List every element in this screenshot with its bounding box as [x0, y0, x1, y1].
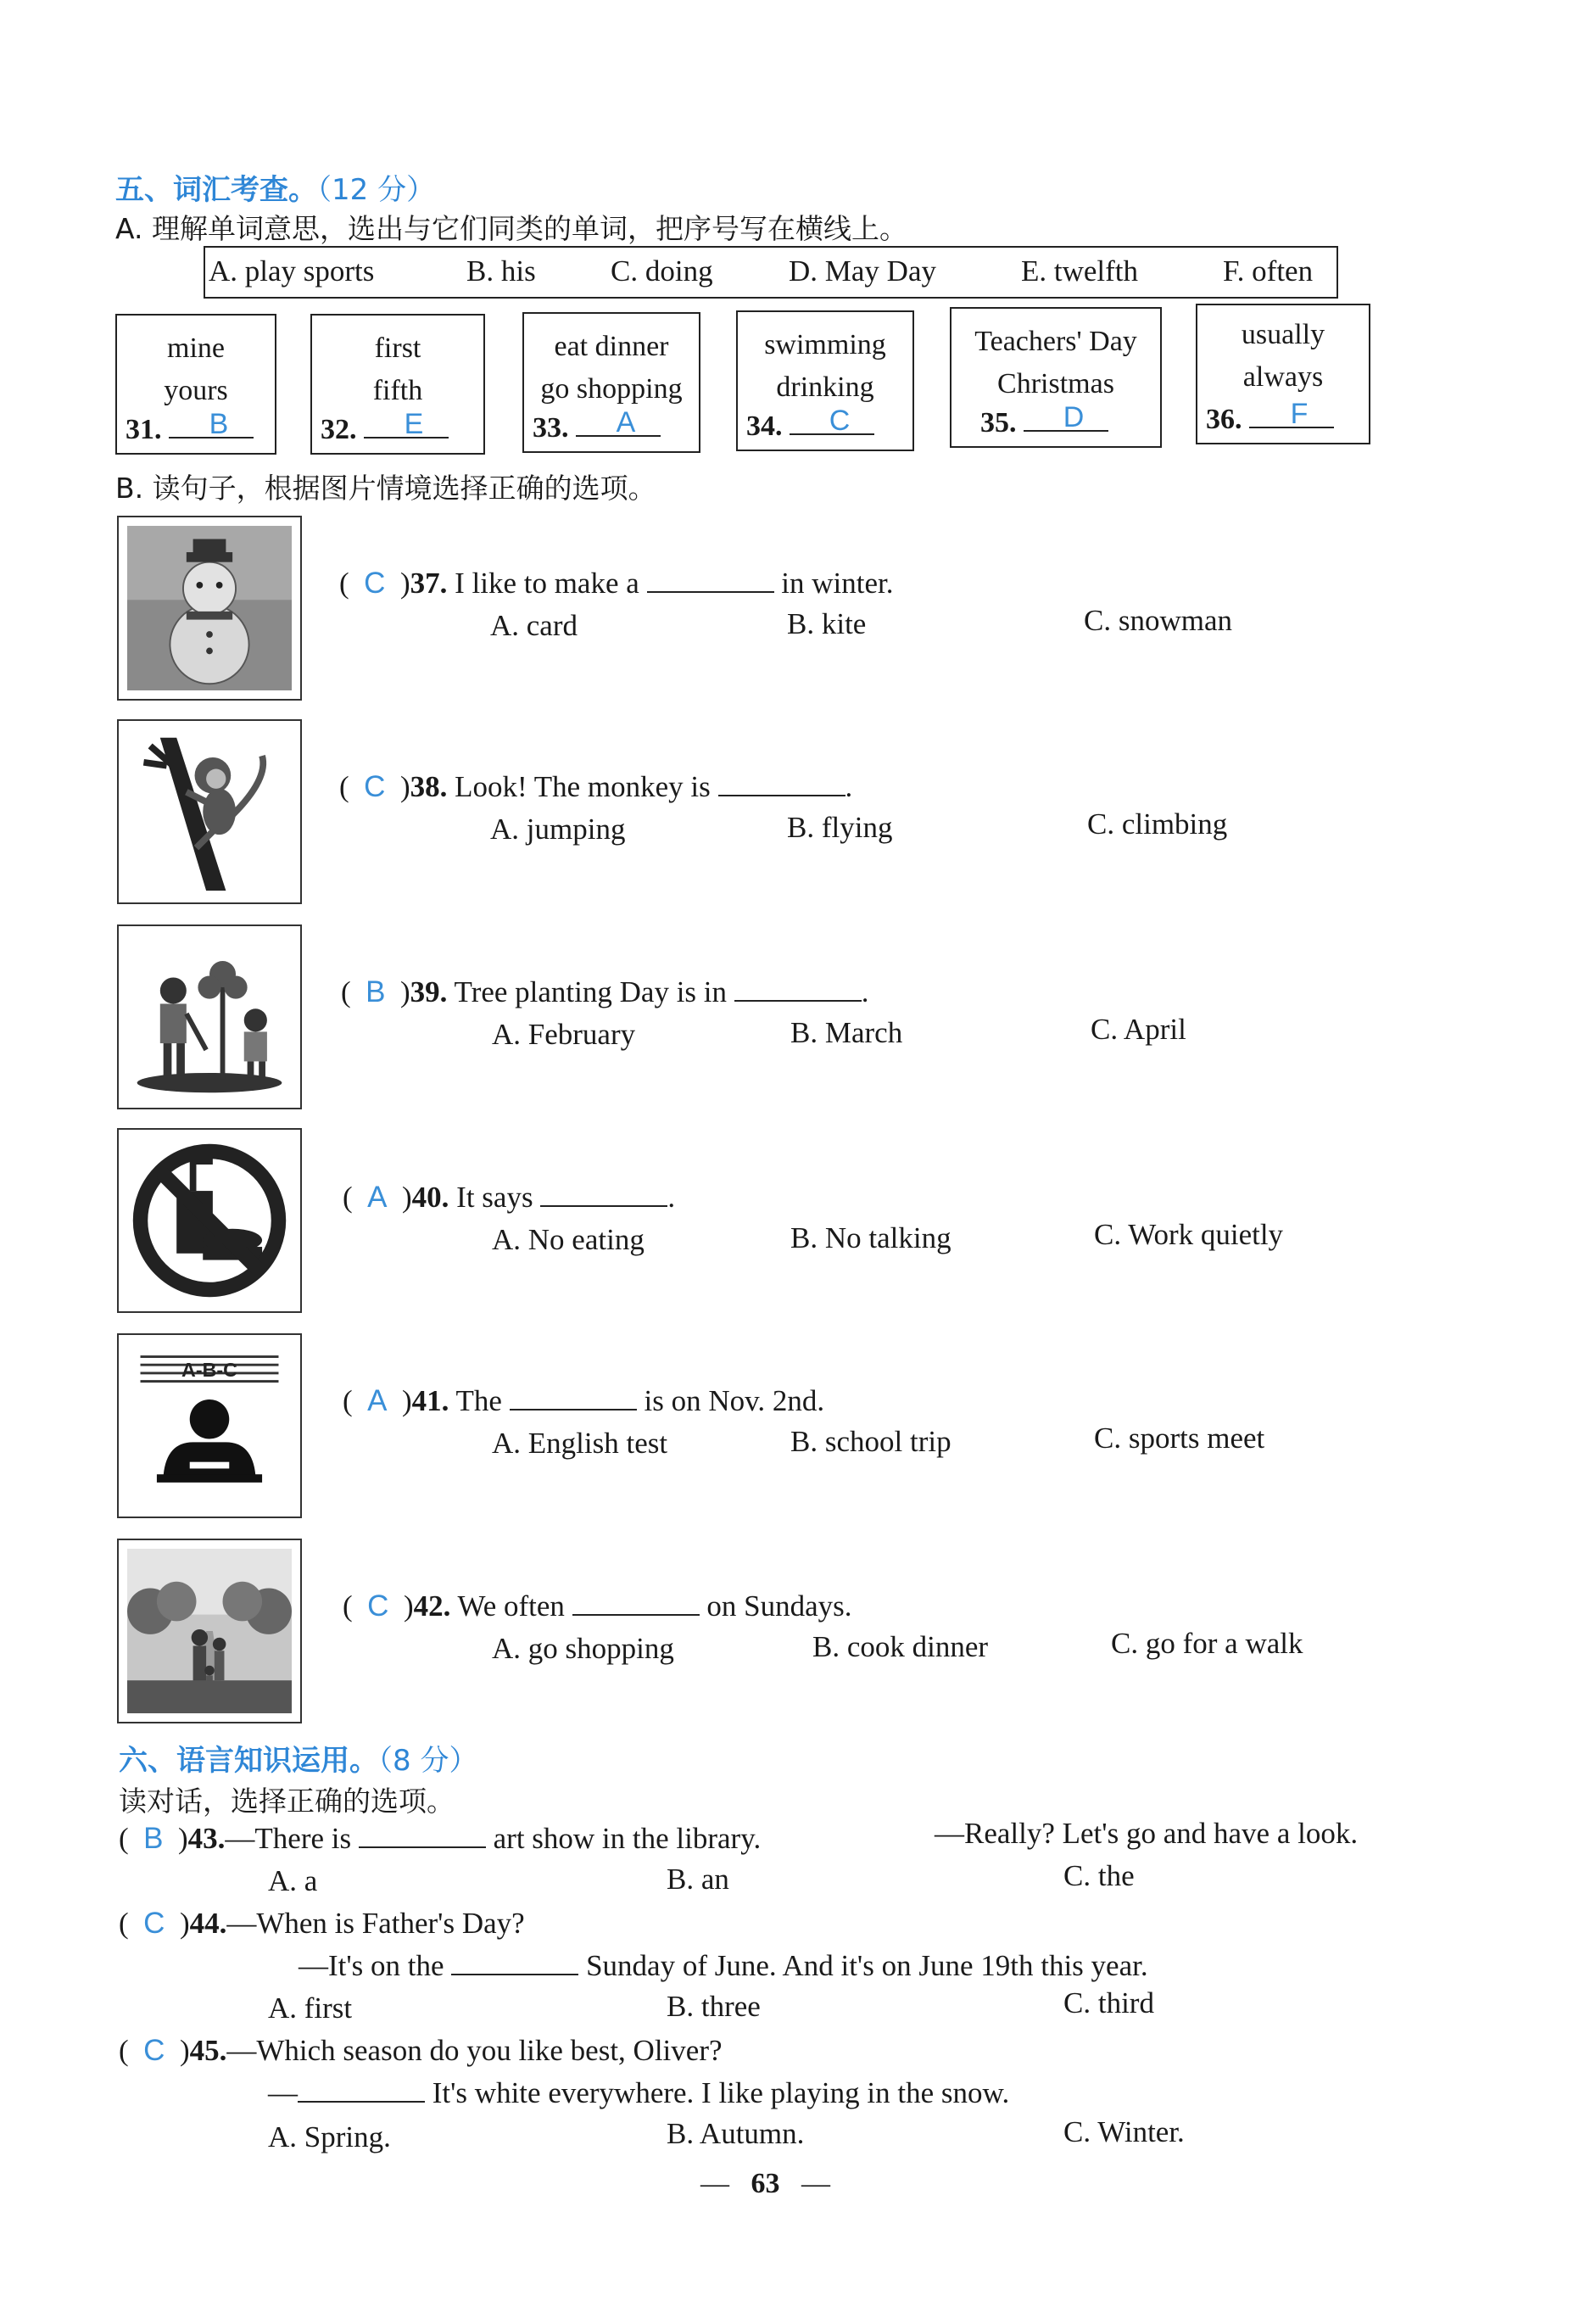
box-question	[321, 408, 449, 446]
filled-answer: B	[143, 1822, 164, 1855]
question-number: 42.	[413, 1589, 451, 1623]
family-walk-icon	[127, 1549, 292, 1713]
option-a: A. first	[268, 1991, 353, 2025]
part-a-instruction: A. 理解单词意思，选出与它们同类的单词，把序号写在横线上。	[115, 212, 907, 245]
box-word: Teachers' Day	[974, 326, 1137, 357]
box-word: always	[1242, 361, 1324, 393]
question-number: 44.	[189, 1907, 227, 1940]
question-44: ( C )44.—When is Father's Day?	[119, 1907, 525, 1940]
question-number: 38.	[410, 770, 448, 803]
filled-answer: C	[829, 405, 851, 437]
answer-blank[interactable]	[298, 2100, 425, 2103]
option-b: B. school trip	[790, 1425, 951, 1458]
answer-blank[interactable]	[540, 1204, 667, 1207]
part-b-instruction: B. 读句子，根据图片情境选择正确的选项。	[115, 472, 656, 505]
snowman-picture	[117, 516, 302, 701]
option-c: C. the	[1063, 1859, 1135, 1892]
english-test-picture	[117, 1333, 302, 1518]
category-box-34	[736, 310, 914, 451]
option-a: A. Spring.	[268, 2120, 391, 2153]
section5-title-text: 五、词汇考查。	[115, 173, 317, 207]
q45-line2	[268, 2076, 1009, 2110]
question-number: 37.	[410, 567, 448, 600]
option-c: C. go for a walk	[1111, 1627, 1303, 1660]
tree-planting-picture	[117, 924, 302, 1109]
option-c: C. snowman	[1084, 604, 1232, 637]
option-c: C. doing	[611, 254, 713, 288]
word-options-bar	[204, 246, 1338, 299]
question-number: 33.	[533, 412, 569, 444]
svg-text:A-B-C: A-B-C	[181, 1358, 237, 1381]
no-eating-sign-icon	[127, 1138, 292, 1303]
option-a: A. No eating	[492, 1223, 645, 1256]
question-stem-end: Sunday of June. And it's on June 19th this year.	[586, 1949, 1148, 1982]
question-stem: —There is	[225, 1822, 352, 1855]
option-a: A. play sports	[209, 254, 375, 288]
category-box-32	[310, 314, 485, 455]
question-number: 39.	[410, 975, 448, 1008]
option-b: B. Autumn.	[667, 2117, 805, 2150]
filled-answer: B	[209, 408, 229, 440]
question-41: ( A )41. The is on Nov. 2nd.	[343, 1384, 825, 1417]
question-stem-end: .	[861, 975, 869, 1008]
box-question	[533, 406, 661, 444]
box-word: Christmas	[997, 368, 1114, 399]
category-box-33	[522, 312, 700, 453]
tree-planting-icon	[127, 935, 292, 1099]
question-number: 34.	[746, 411, 783, 442]
category-box-35	[950, 307, 1162, 448]
filled-answer: A	[367, 1181, 388, 1214]
section5-title	[115, 166, 435, 208]
box-word: swimming	[764, 329, 886, 360]
filled-answer: E	[404, 408, 424, 440]
answer-blank[interactable]	[647, 590, 774, 593]
question-stem: —When is Father's Day?	[226, 1907, 525, 1940]
snowman-icon	[127, 526, 292, 690]
answer-blank[interactable]	[572, 1613, 700, 1616]
english-test-icon	[127, 1343, 292, 1508]
option-c: C. April	[1091, 1013, 1186, 1046]
filled-answer: C	[143, 2034, 165, 2067]
question-43: ( B )43.—There is art show in the library.	[119, 1822, 762, 1855]
option-b: B. three	[667, 1990, 761, 2023]
option-d: D. May Day	[789, 254, 936, 288]
question-number: 43.	[187, 1822, 226, 1855]
question-45: ( C )45.—Which season do you like best, Oliver?	[119, 2034, 723, 2067]
question-number: 32.	[321, 414, 357, 445]
question-stem: Tree planting Day is in	[454, 975, 728, 1008]
box-question	[746, 405, 874, 443]
option-b: B. an	[667, 1863, 729, 1896]
box-word: first	[374, 332, 421, 364]
q43-reply: —Really? Let's go and have a look.	[935, 1817, 1359, 1850]
category-box-31	[115, 314, 276, 455]
question-number: 45.	[189, 2034, 227, 2067]
filled-answer: F	[1290, 398, 1309, 430]
question-stem: —	[268, 2076, 298, 2109]
question-stem-end: It's white everywhere. I like playing in the snow.	[432, 2076, 1010, 2109]
question-stem: —Which season do you like best, Oliver?	[226, 2034, 723, 2067]
box-word: go shopping	[540, 373, 683, 405]
question-number: 36.	[1206, 404, 1242, 435]
question-stem: It says	[456, 1181, 533, 1214]
question-stem-end: in winter.	[781, 567, 894, 600]
category-box-36	[1196, 304, 1370, 444]
filled-answer: C	[364, 770, 386, 803]
question-stem-end: .	[845, 770, 853, 803]
option-b: B. his	[466, 254, 536, 288]
question-40: ( A )40. It says .	[343, 1181, 676, 1214]
option-c: C. sports meet	[1094, 1422, 1265, 1455]
question-stem: We often	[457, 1589, 565, 1623]
option-b: B. kite	[787, 607, 867, 640]
question-number: 40.	[411, 1181, 449, 1214]
monkey-climbing-icon	[127, 729, 292, 894]
question-38: ( C )38. Look! The monkey is .	[339, 770, 853, 803]
option-c: C. Work quietly	[1094, 1218, 1284, 1251]
filled-answer: C	[364, 567, 386, 600]
box-word: yours	[164, 375, 228, 406]
family-walk-picture	[117, 1539, 302, 1723]
option-c: C. third	[1063, 1986, 1154, 2019]
question-number: 35.	[980, 407, 1017, 438]
box-word: usually	[1241, 319, 1325, 350]
option-a: A. English test	[492, 1427, 668, 1460]
question-stem: Look! The monkey is	[455, 770, 711, 803]
box-word: eat dinner	[554, 331, 669, 362]
box-question	[1206, 398, 1334, 436]
box-question	[980, 401, 1108, 439]
option-b: B. cook dinner	[812, 1630, 989, 1663]
question-stem: I like to make a	[455, 567, 639, 600]
question-39: ( B )39. Tree planting Day is in .	[341, 975, 869, 1008]
filled-answer: B	[366, 975, 386, 1008]
section6-title	[119, 1737, 477, 1779]
filled-answer: C	[143, 1907, 165, 1940]
box-question	[126, 408, 254, 446]
option-a: A. card	[490, 609, 578, 642]
question-stem-end: on Sundays.	[706, 1589, 852, 1623]
section6-score: （8 分）	[378, 1744, 478, 1778]
answer-blank[interactable]	[510, 1408, 637, 1410]
question-stem: —It's on the	[299, 1949, 444, 1982]
answer-blank[interactable]	[359, 1846, 486, 1848]
question-37: ( C )37. I like to make a in winter.	[339, 567, 894, 600]
page-number-footer: — 63 —	[700, 2168, 830, 2199]
filled-answer: A	[616, 406, 636, 438]
filled-answer: C	[367, 1589, 389, 1623]
question-stem-end: .	[667, 1181, 676, 1214]
no-eating-picture	[117, 1128, 302, 1313]
option-a: A. February	[492, 1018, 636, 1051]
filled-answer: D	[1063, 401, 1085, 433]
option-c: C. climbing	[1087, 807, 1228, 841]
question-stem: The	[455, 1384, 502, 1417]
option-a: A. go shopping	[492, 1632, 674, 1665]
question-42: ( C )42. We often on Sundays.	[343, 1589, 852, 1623]
monkey-picture	[117, 719, 302, 904]
question-stem-end: art show in the library.	[493, 1822, 762, 1855]
option-c: C. Winter.	[1063, 2115, 1185, 2148]
box-word: drinking	[776, 371, 874, 403]
section6-title-text: 六、语言知识运用。	[119, 1744, 378, 1778]
page-number: 63	[751, 2168, 780, 2199]
option-a: A. jumping	[490, 813, 626, 846]
option-e: E. twelfth	[1021, 254, 1139, 288]
option-b: B. flying	[787, 811, 893, 844]
question-number: 31.	[126, 414, 162, 445]
answer-blank[interactable]	[718, 794, 845, 796]
question-stem-end: is on Nov. 2nd.	[644, 1384, 825, 1417]
question-number: 41.	[411, 1384, 449, 1417]
filled-answer: A	[367, 1384, 388, 1417]
option-b: B. March	[790, 1016, 903, 1049]
option-b: B. No talking	[790, 1221, 951, 1254]
answer-blank[interactable]	[451, 1973, 578, 1975]
box-word: mine	[167, 332, 225, 364]
option-f: F. often	[1223, 254, 1314, 288]
option-a: A. a	[268, 1864, 318, 1897]
q44-line2	[299, 1949, 1148, 1983]
answer-blank[interactable]	[734, 999, 862, 1002]
section6-instruction: 读对话，选择正确的选项。	[119, 1785, 455, 1818]
section5-score: （12 分）	[317, 173, 436, 207]
box-word: fifth	[372, 375, 423, 406]
